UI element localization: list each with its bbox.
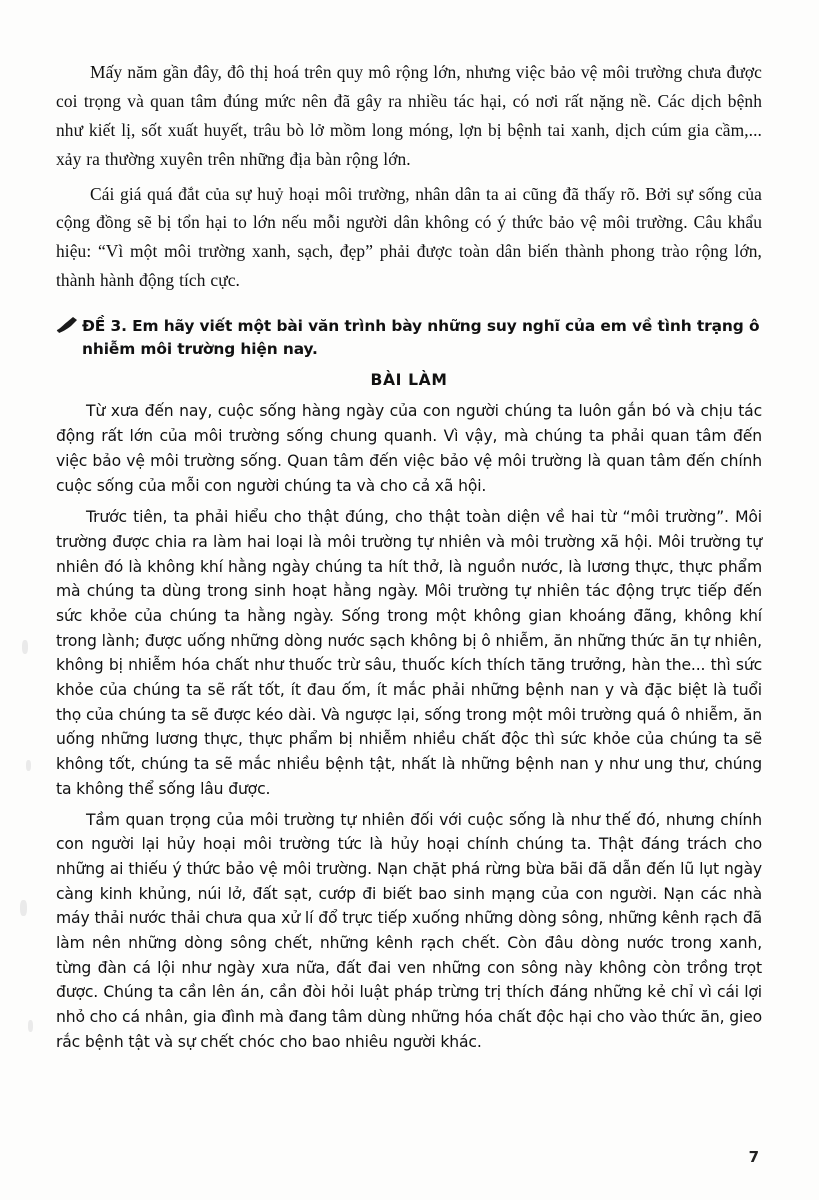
exercise-heading: [56, 315, 762, 361]
pen-icon: [56, 316, 78, 334]
scan-artifact: [26, 760, 31, 771]
exercise-prompt: Em hãy viết một bài văn trình bày những suy nghĩ của em về tình trạng ô nhiễm môi trường hiện nay.: [82, 317, 760, 359]
intro-paragraph-1: Mấy năm gần đây, đô thị hoá trên quy mô rộng lớn, nhưng việc bảo vệ môi trường chưa được coi trọng và quan tâm đúng mức nên đã gây ra nhiều tác hại, có nơi rất nặng nề. Các dịch bệnh như kiết lị, sốt xuất huyết, trâu bò lở mồm long móng, lợn bị bệnh tai xanh, dịch cúm gia cầm,... xảy ra thường xuyên trên những địa bàn rộng lớn.: [56, 62, 762, 169]
exercise-label: ĐỀ 3.: [82, 317, 127, 336]
scan-artifact: [20, 900, 27, 916]
scan-artifact: [28, 1020, 33, 1032]
essay-paragraph-1: Từ xưa đến nay, cuộc sống hàng ngày của con người chúng ta luôn gắn bó và chịu tác động rất lớn của môi trường sống chung quanh. Vì vậy, mà chúng ta phải quan tâm đến việc bảo vệ môi trường sống. Quan tâm đến việc bảo vệ môi trường là quan tâm đến chính cuộc sống của mỗi con người chúng ta và cho cả xã hội.: [56, 402, 762, 496]
page-content: [56, 58, 762, 1055]
page-number: 7: [748, 1148, 759, 1166]
intro-paragraph-2: Cái giá quá đắt của sự huỷ hoại môi trường, nhân dân ta ai cũng đã thấy rõ. Bởi sự sống của cộng đồng sẽ bị tổn hại to lớn nếu mỗi người dân không có ý thức bảo vệ môi trường. Câu khẩu hiệu: “Vì một môi trường xanh, sạch, đẹp” phải được toàn dân biến thành phong trào rộng lớn, thành hành động tích cực.: [56, 183, 762, 291]
essay-paragraph-2: Trước tiên, ta phải hiểu cho thật đúng, cho thật toàn diện về hai từ “môi trường”. Môi trường được chia ra làm hai loại là môi trường tự nhiên và môi trường xã hội. Môi trường tự nhiên đó là không khí hằng ngày chúng ta hít thở, là nguồn nước, là lương thực, thực phẩm mà chúng ta dùng trong sinh hoạt hằng ngày. Môi trường tự nhiên tác động trực tiếp đến sức khỏe của chúng ta hằng ngày. Sống trong một không gian khoáng đãng, không khí trong lành; được uống những dòng nước sạch không bị ô nhiễm, ăn những thức ăn tự nhiên, không bị nhiễm hóa chất như thuốc trừ sâu, thuốc kích thích tăng trưởng, hàn the... thì sức khỏe của chúng ta sẽ rất tốt, ít đau ốm, ít mắc phải những bệnh nan y và đặc biệt là tuổi thọ của chúng ta sẽ được kéo dài. Và ngược lại, sống trong một môi trường quá ô nhiễm, ăn uống những lương thực, thực phẩm bị nhiễm nhiều chất độc thì sức khỏe của chúng ta sẽ không tốt, chúng ta sẽ mắc nhiều bệnh tật, nhất là những bệnh nan y như ung thư, chúng ta không thể sống lâu được.: [56, 508, 762, 798]
essay-paragraph-3: Tầm quan trọng của môi trường tự nhiên đối với cuộc sống là như thế đó, nhưng chính con người lại hủy hoại môi trường tức là hủy hoại chính chúng ta. Thật đáng trách cho những ai thiếu ý thức bảo vệ môi trường. Nạn chặt phá rừng bừa bãi đã dẫn đến lũ lụt ngày càng kinh khủng, núi lở, đất sạt, cướp đi biết bao sinh mạng của con người. Nạn các nhà máy thải nước thải chưa qua xử lí đổ trực tiếp xuống những dòng sông, những kênh rạch đã làm nên những dòng sông chết, những kênh rạch chết. Còn đâu dòng nước trong xanh, từng đàn cá lội như ngày xưa nữa, đất đai ven những con sông này không còn trồng trọt được. Chúng ta cần lên án, cần đòi hỏi luật pháp trừng trị thích đáng những kẻ chỉ vì cái lợi nhỏ cho cá nhân, gia đình mà đang tâm dùng những hóa chất độc hại cho vào thức ăn, gieo rắc bệnh tật và sự chết chóc cho bao nhiêu người khác.: [56, 810, 762, 1051]
scan-artifact: [22, 640, 28, 654]
section-title: BÀI LÀM: [370, 371, 448, 390]
